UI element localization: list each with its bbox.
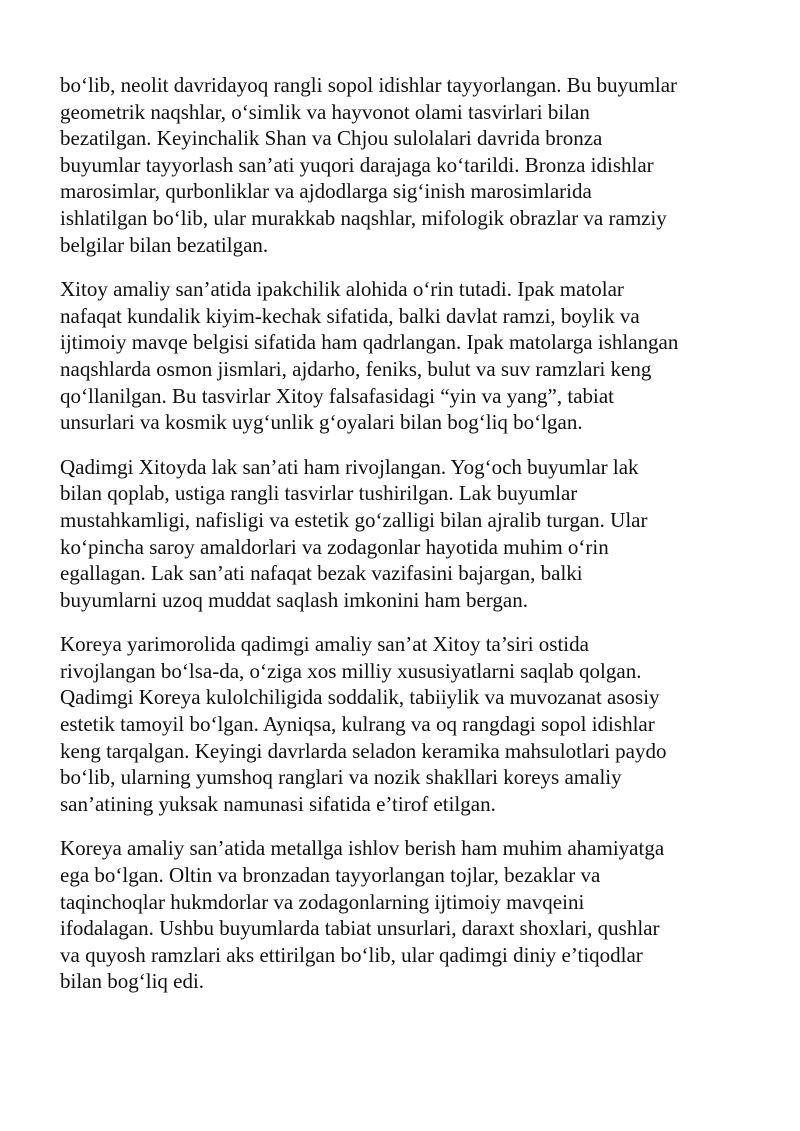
paragraph-1 bbox=[60, 72, 772, 258]
text-line: ega bo‘lgan. Oltin va bronzadan tayyorlangan tojlar, bezaklar va bbox=[60, 863, 601, 888]
document-page bbox=[60, 72, 772, 1013]
text-line: belgilar bilan bezatilgan. bbox=[60, 232, 269, 257]
paragraph-2 bbox=[60, 276, 772, 436]
text-line: Koreya amaliy san’atida metallga ishlov berish ham muhim ahamiyatga bbox=[60, 836, 665, 861]
text-line: bilan qoplab, ustiga rangli tasvirlar tushirilgan. Lak buyumlar bbox=[60, 481, 578, 506]
text-line: rivojlangan bo‘lsa-da, o‘ziga xos milliy xususiyatlarni saqlab qolgan. bbox=[60, 658, 642, 683]
paragraph-4 bbox=[60, 631, 772, 817]
text-line: bilan bog‘liq edi. bbox=[60, 969, 205, 994]
text-line: bo‘lib, ularning yumshoq ranglari va nozik shakllari koreys amaliy bbox=[60, 765, 622, 790]
text-line: egallagan. Lak san’ati nafaqat bezak vazifasini bajargan, balki bbox=[60, 561, 583, 586]
text-line: marosimlar, qurbonliklar va ajdodlarga sig‘inish marosimlarida bbox=[60, 179, 592, 204]
paragraph-3 bbox=[60, 454, 772, 614]
text-line: Qadimgi Xitoyda lak san’ati ham rivojlangan. Yog‘och buyumlar lak bbox=[60, 454, 639, 479]
text-line: qo‘llanilgan. Bu tasvirlar Xitoy falsafasidagi “yin va yang”, tabiat bbox=[60, 383, 614, 408]
paragraph-5 bbox=[60, 835, 772, 995]
text-line: naqshlarda osmon jismlari, ajdarho, feniks, bulut va suv ramzlari keng bbox=[60, 356, 652, 381]
text-line: Koreya yarimorolida qadimgi amaliy san’at Xitoy ta’siri ostida bbox=[60, 632, 589, 657]
text-line: ko‘pincha saroy amaldorlari va zodagonlar hayotida muhim o‘rin bbox=[60, 534, 609, 559]
text-line: unsurlari va kosmik uyg‘unlik g‘oyalari bilan bog‘liq bo‘lgan. bbox=[60, 410, 583, 435]
text-line: geometrik naqshlar, o‘simlik va hayvonot olami tasvirlari bilan bbox=[60, 99, 590, 124]
text-line: taqinchoqlar hukmdorlar va zodagonlarning ijtimoiy mavqeini bbox=[60, 889, 585, 914]
text-line: bo‘lib, neolit davridayoq rangli sopol idishlar tayyorlangan. Bu buyumlar bbox=[60, 73, 678, 97]
text-line: Xitoy amaliy san’atida ipakchilik alohida o‘rin tutadi. Ipak matolar bbox=[60, 277, 624, 302]
text-line: buyumlarni uzoq muddat saqlash imkonini ham bergan. bbox=[60, 587, 528, 612]
text-line: san’atining yuksak namunasi sifatida e’tirof etilgan. bbox=[60, 791, 496, 816]
text-line: bezatilgan. Keyinchalik Shan va Chjou sulolalari davrida bronza bbox=[60, 126, 603, 151]
text-line: nafaqat kundalik kiyim-kechak sifatida, balki davlat ramzi, boylik va bbox=[60, 303, 640, 328]
text-line: estetik tamoyil bo‘lgan. Ayniqsa, kulrang va oq rangdagi sopol idishlar bbox=[60, 712, 655, 737]
text-line: Qadimgi Koreya kulolchiligida soddalik, tabiiylik va muvozanat asosiy bbox=[60, 685, 660, 710]
text-line: buyumlar tayyorlash san’ati yuqori darajaga ko‘tarildi. Bronza idishlar bbox=[60, 152, 654, 177]
text-line: ishlatilgan bo‘lib, ular murakkab naqshlar, mifologik obrazlar va ramziy bbox=[60, 205, 667, 230]
text-line: ijtimoiy mavqe belgisi sifatida ham qadrlangan. Ipak matolarga ishlangan bbox=[60, 330, 679, 355]
text-line: va quyosh ramzlari aks ettirilgan bo‘lib, ular qadimgi diniy e’tiqodlar bbox=[60, 942, 643, 967]
text-line: ifodalagan. Ushbu buyumlarda tabiat unsurlari, daraxt shoxlari, qushlar bbox=[60, 916, 660, 941]
text-line: mustahkamligi, nafisligi va estetik go‘zalligi bilan ajralib turgan. Ular bbox=[60, 507, 648, 532]
text-line: keng tarqalgan. Keyingi davrlarda seladon keramika mahsulotlari paydo bbox=[60, 738, 667, 763]
